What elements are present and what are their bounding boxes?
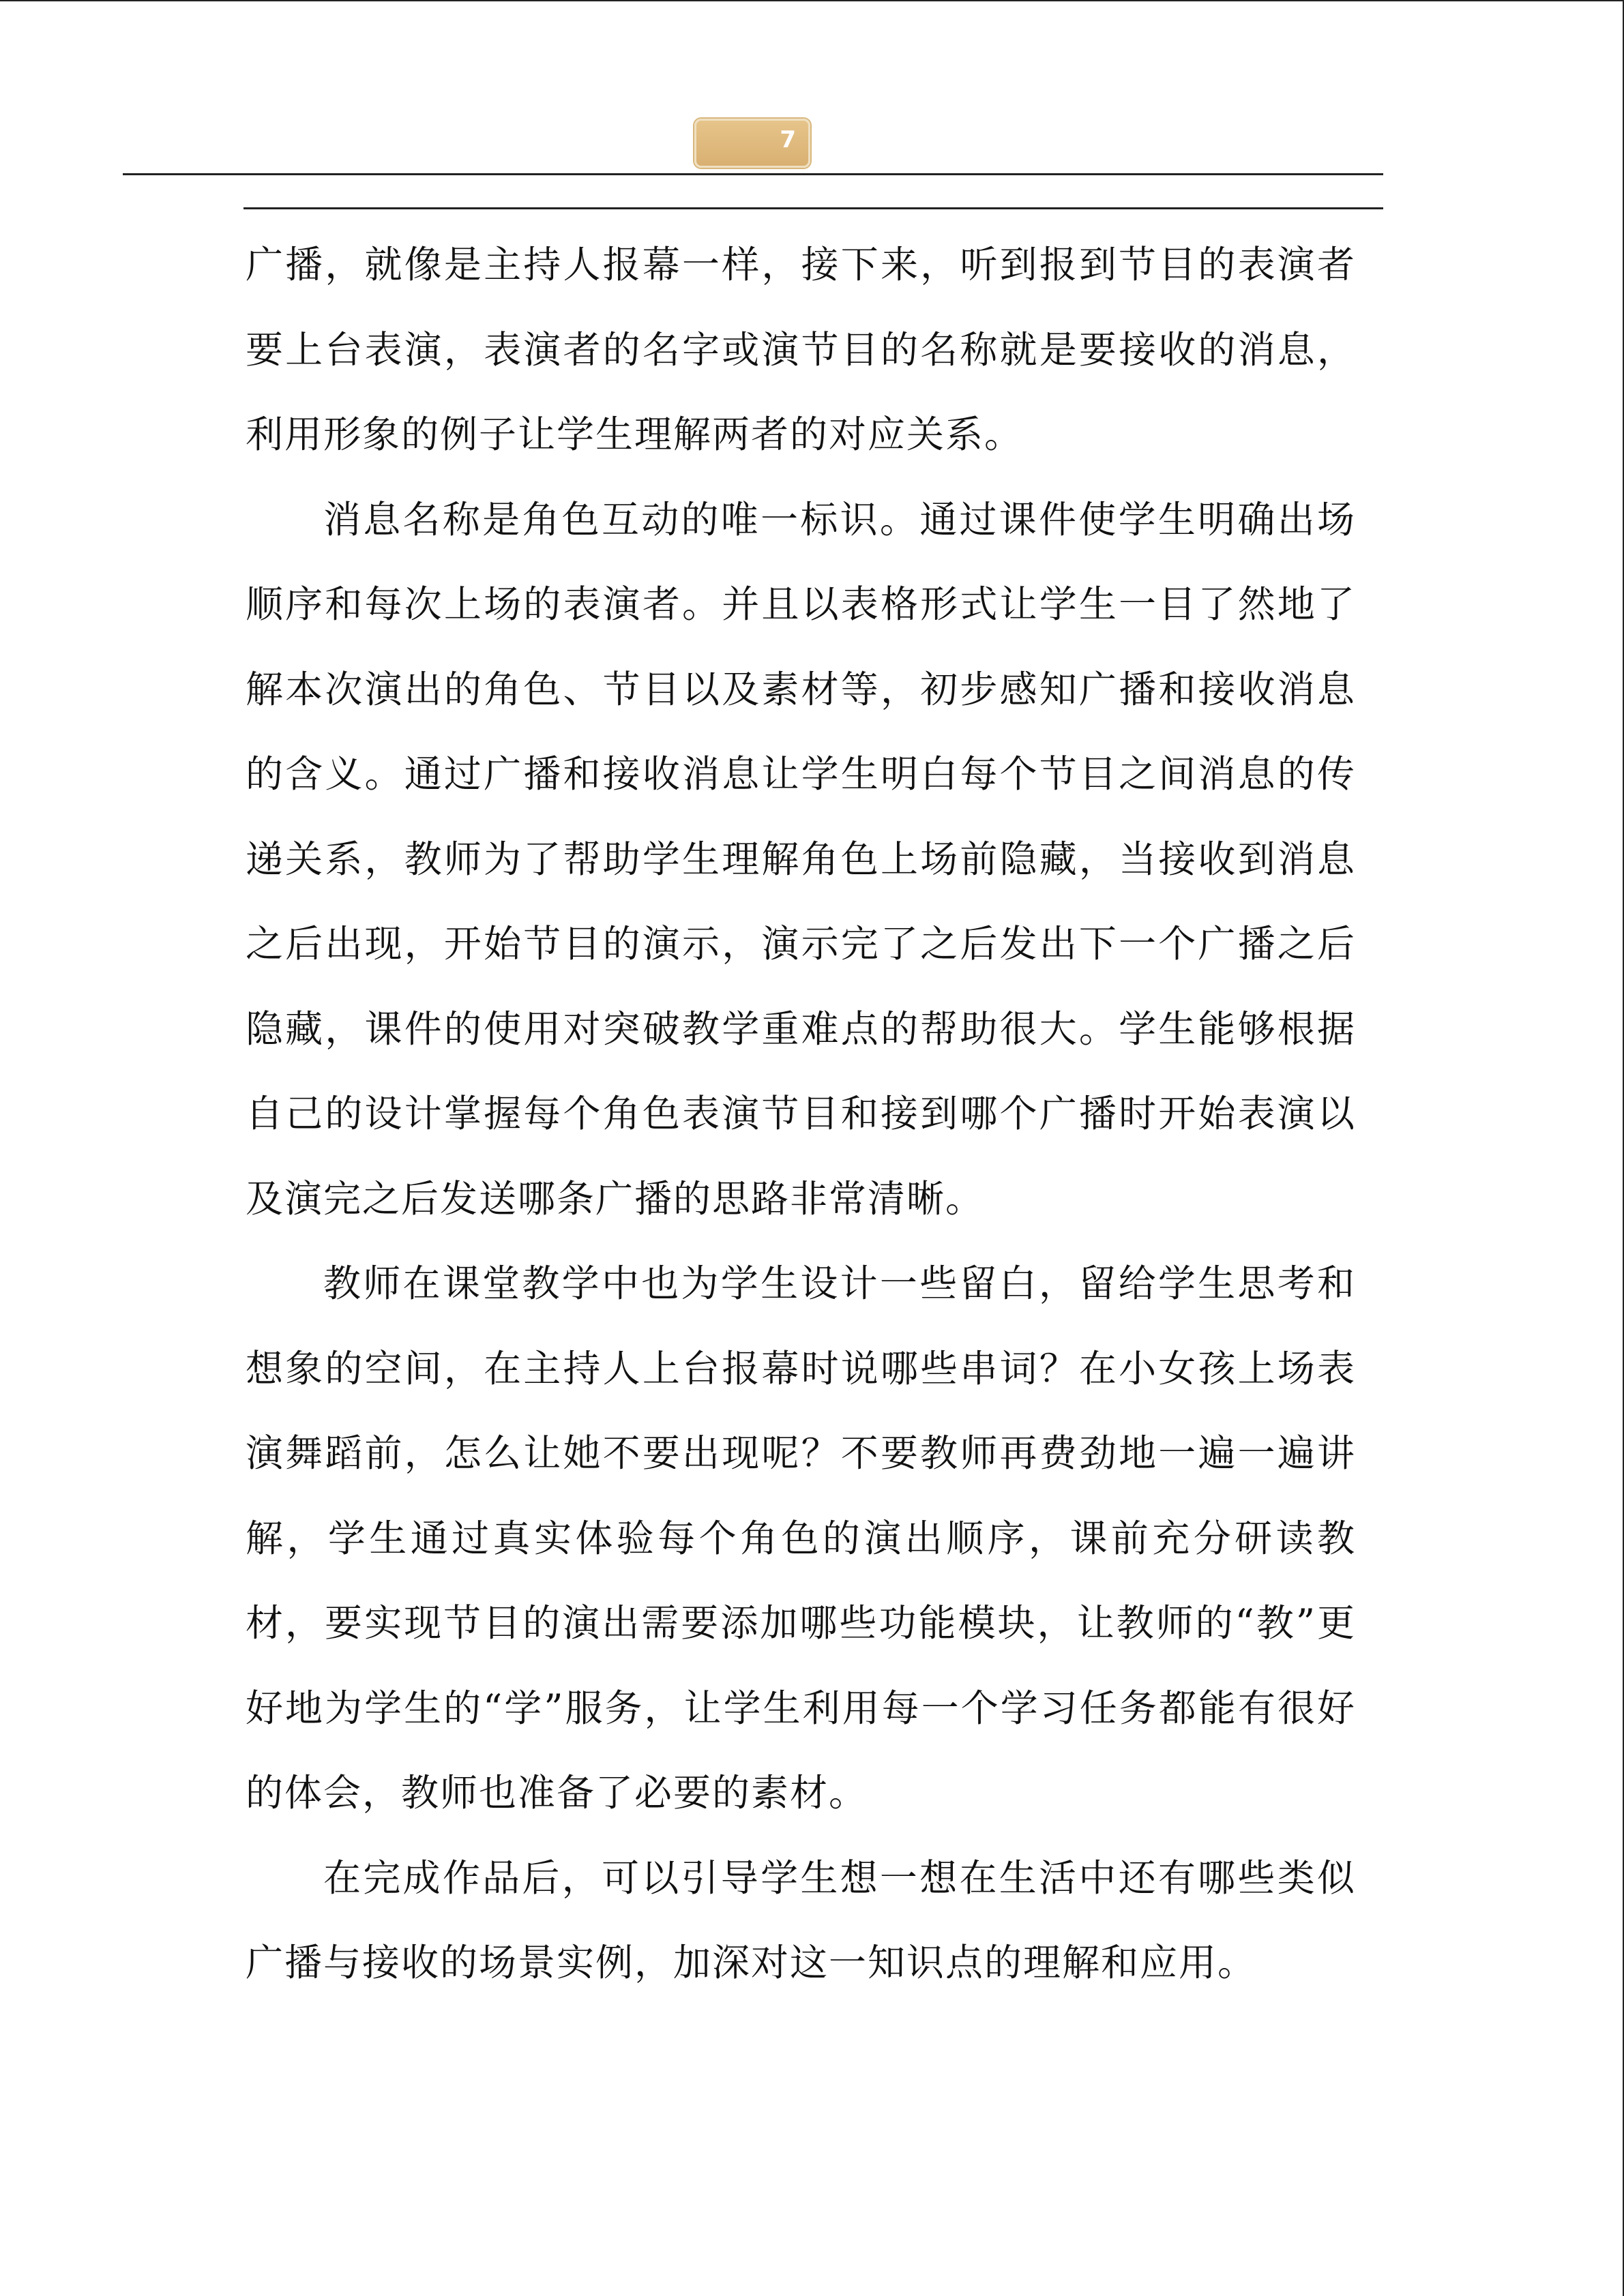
paragraph: 消息名称是角色互动的唯一标识。通过课件使学生明确出场顺序和每次上场的表演者。并且以表格形式让学生一目了然地了解本次演出的角色、节目以及素材等，初步感知广播和接收消息的含义。通过广播和接收消息让学生明白每个节目之间消息的传递关系，教师为了帮助学生理解角色上场前隐藏，当接收到消息之后出现，开始节目的演示，演示完了之后发出下一个广播之后隐藏，课件的使用对突破教学重难点的帮助很大。学生能够根据自己的设计掌握每个角色表演节目和接到哪个广播时开始表演以及演完之后发送哪条广播的思路非常清晰。 — [246, 497, 1356, 1221]
header-rule-bottom — [243, 207, 1383, 209]
page-number-badge — [694, 119, 810, 168]
document-body — [246, 222, 1356, 2006]
page-number: 7 — [780, 126, 796, 153]
paragraph: 在完成作品后，可以引导学生想一想在生活中还有哪些类似广播与接收的场景实例，加深对这一知识点的理解和应用。 — [246, 1855, 1356, 1984]
paragraph: 教师在课堂教学中也为学生设计一些留白，留给学生思考和想象的空间，在主持人上台报幕时说哪些串词？在小女孩上场表演舞蹈前，怎么让她不要出现呢？不要教师再费劲地一遍一遍讲解，学生通过真实体验每个角色的演出顺序，课前充分研读教材，要实现节目的演出需要添加哪些功能模块，让教师的“教”更好地为学生的“学”服务，让学生利用每一个学习任务都能有很好的体会，教师也准备了必要的素材。 — [246, 1262, 1356, 1815]
paragraph-continuation: 广播，就像是主持人报幕一样，接下来，听到报到节目的表演者要上台表演，表演者的名字或演节目的名称就是要接收的消息，利用形象的例子让学生理解两者的对应关系。 — [246, 243, 1356, 456]
header-rule-top — [123, 173, 1383, 175]
